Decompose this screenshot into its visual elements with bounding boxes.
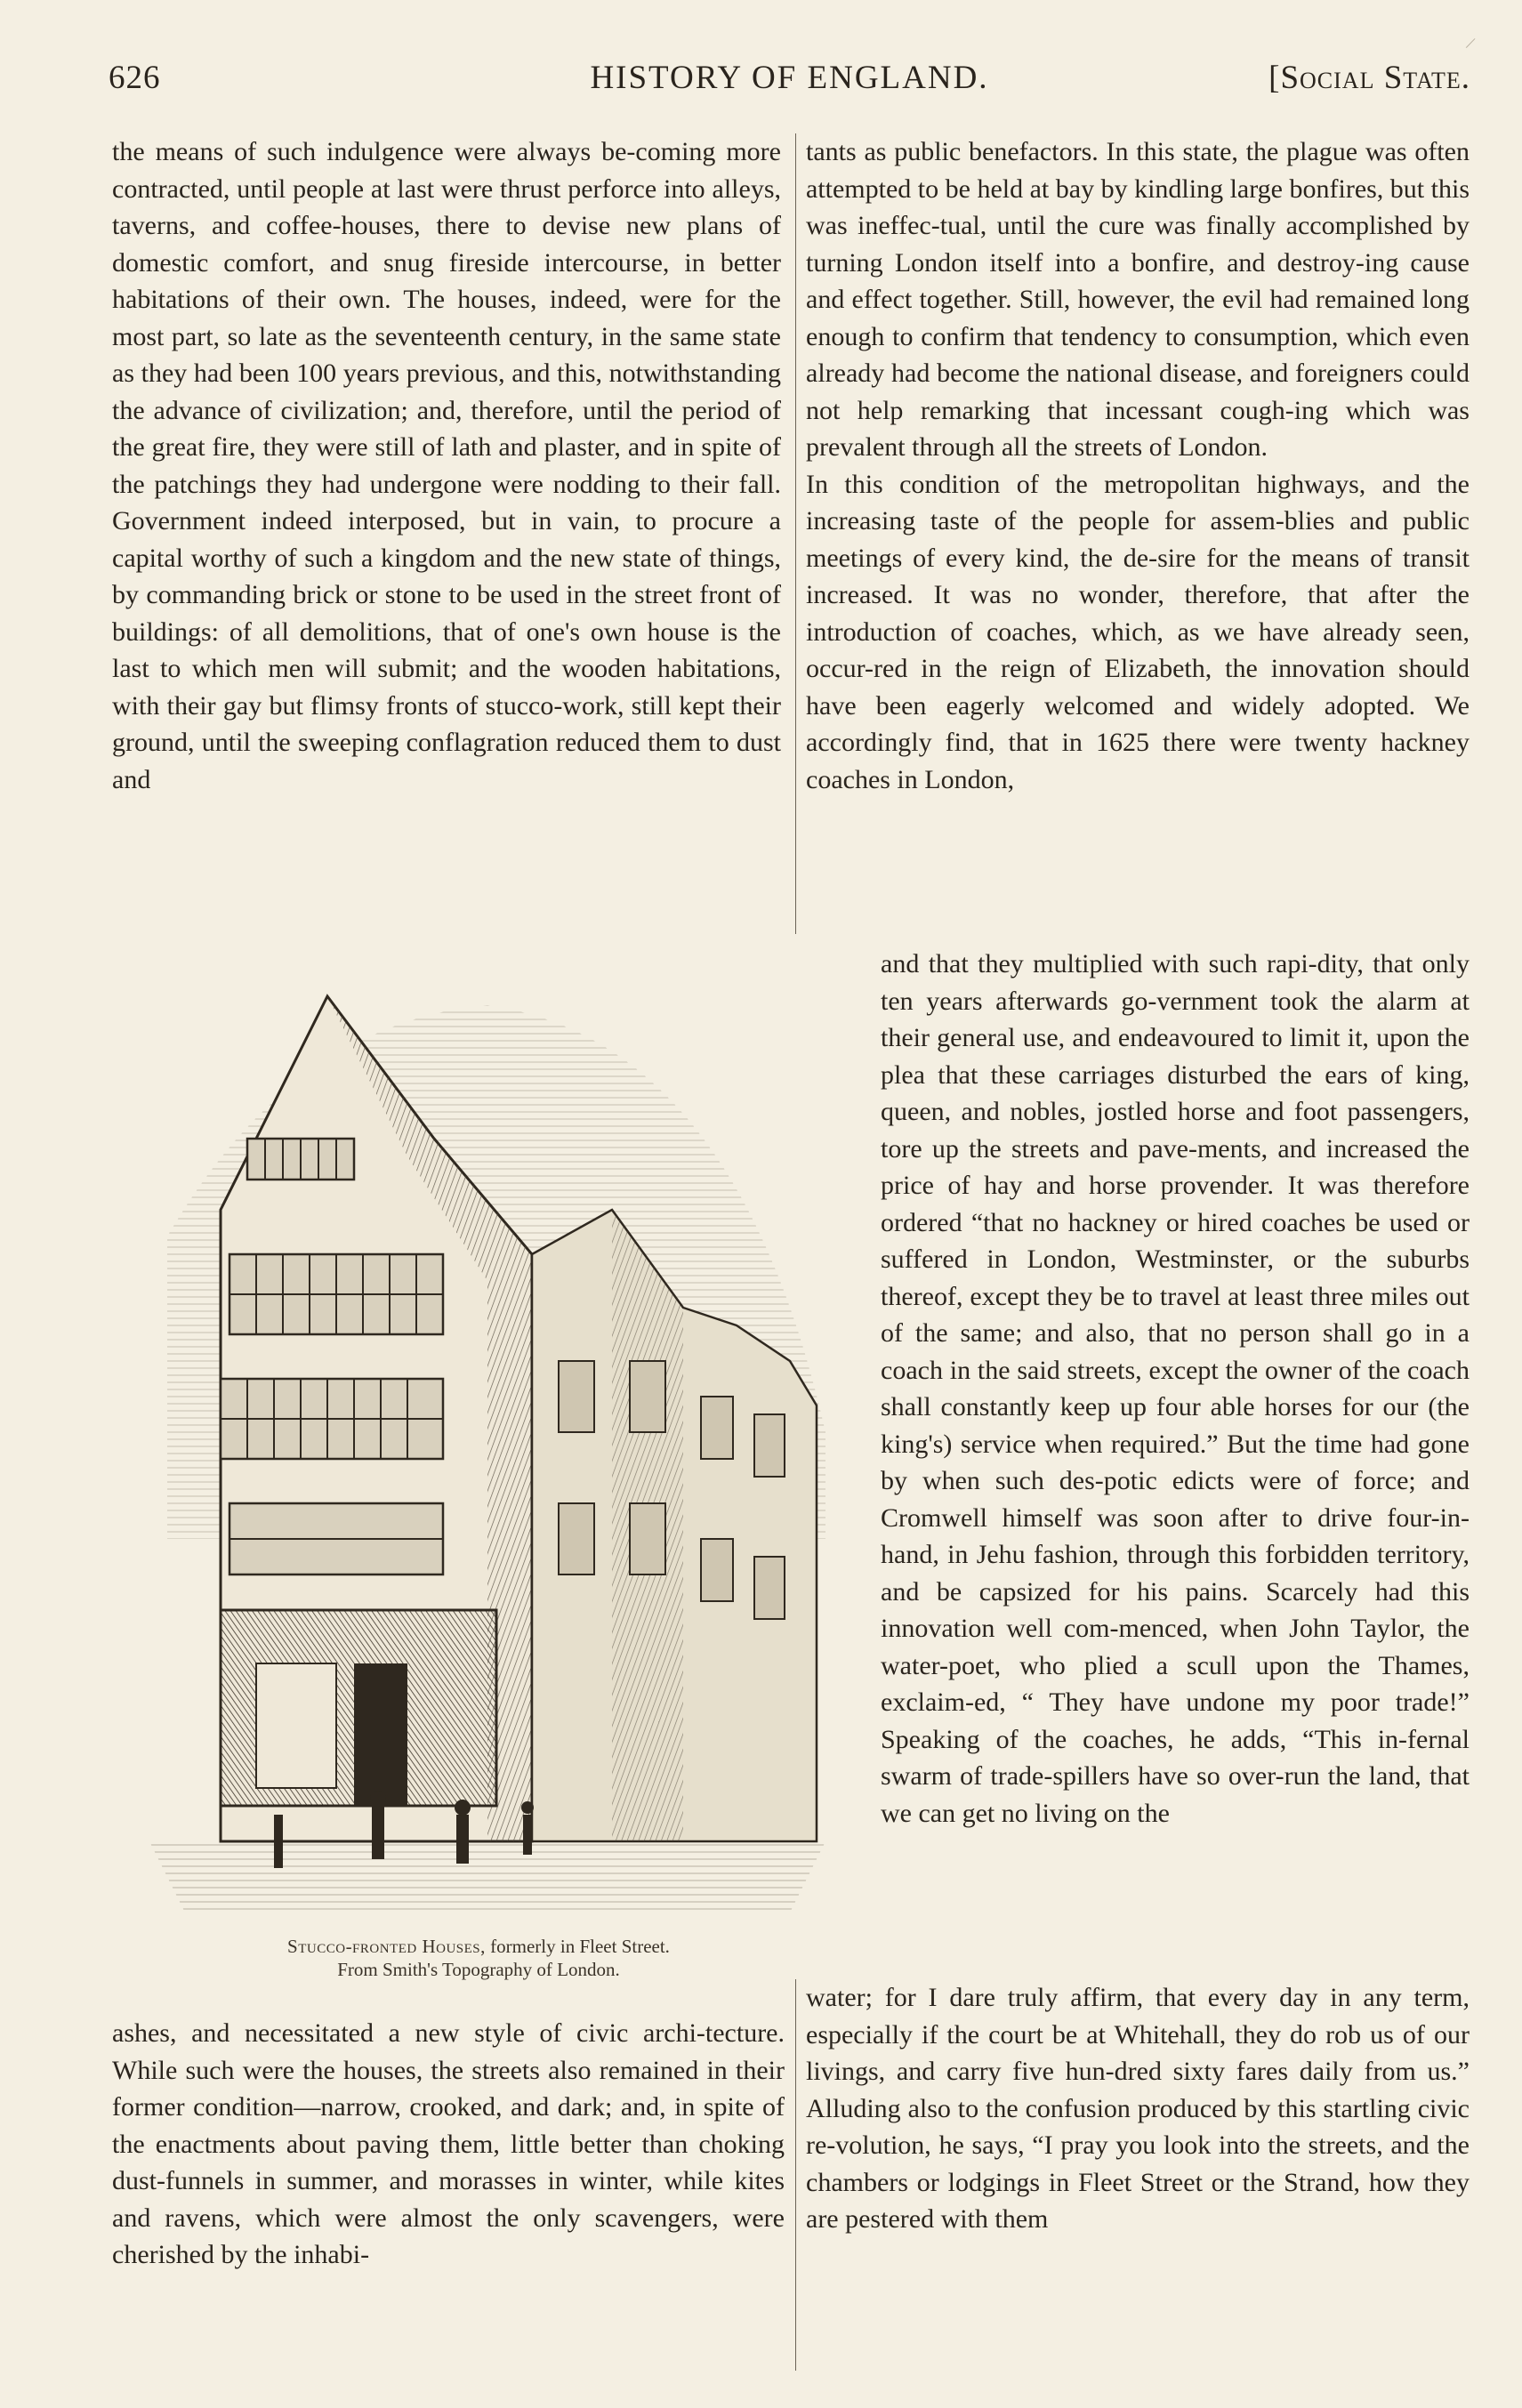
section-title: [Social State. <box>1268 60 1470 96</box>
column-divider-bottom <box>795 1979 796 2371</box>
engraving-image <box>114 987 843 1930</box>
running-title: HISTORY OF ENGLAND. <box>590 60 989 96</box>
caption-source: From Smith's Topography of London. <box>337 1959 620 1980</box>
paragraph: tants as public benefactors. In this state, the plague was often attempted to be held at bay by kindling large bonfires, but this was ineffec-tual, until the cure was finally accomplished by turning London itself into a bonfire, and destroy-ing cause and effect together. Still, however, the evil had remained long enough to confirm that tendency to consumption, which even already had become the national disease, and foreigners could not help remarking that incessant cough-ing which was prevalent through all the streets of London. <box>806 137 1470 462</box>
margin-mark: / <box>1464 33 1478 54</box>
illustration <box>114 987 843 1930</box>
column-divider-top <box>795 133 796 934</box>
paragraph: In this condition of the metropolitan highways, and the increasing taste of the people for assem-blies and public meetings of every kind, the de-sire for the means of transit increased. It was no wonder, therefore, that after the introduction of coaches, which, as we have already seen, occur-red in the reign of Elizabeth, the innovation should have been eagerly welcomed and widely adopted. We accordingly find, that in 1625 there were twenty hackney coaches in London, <box>806 469 1470 794</box>
caption-title: Stucco-fronted Houses, <box>287 1936 486 1957</box>
page-number: 626 <box>109 60 161 96</box>
running-header <box>109 52 1470 105</box>
left-column-bottom <box>112 2015 785 2274</box>
right-column-wrapped <box>881 946 1470 1832</box>
left-column-top <box>112 133 781 798</box>
paragraph: water; for I dare truly affirm, that every day in any term, especially if the court be at Whitehall, they do rob us of our livings, and carry five hun-dred sixty fares daily from us.” Alluding also to the confusion produced by this startling civic re-volution, he says, “I pray you look into the streets, and the chambers or lodgings in Fleet Street or the Strand, how they are pestered with them <box>806 1983 1470 2234</box>
paragraph: the means of such indulgence were always be-coming more contracted, until people at last were thrust perforce into alleys, taverns, and coffee-houses, there to devise new plans of domestic comfort, and snug fireside intercourse, in better habitations of their own. The houses, indeed, were for the most part, so late as the seventeenth century, in the same state as they had been 100 years previous, and this, notwithstanding the advance of civilization; and, therefore, until the period of the great fire, they were still of lath and plaster, and in spite of the patchings they had undergone were nodding to their fall. Government indeed interposed, but in vain, to procure a capital worthy of such a kingdom and the new state of things, by commanding brick or stone to be used in the street front of buildings: of all demolitions, that of one's own house is the last to which men will submit; and the wooden habitations, with their gay but flimsy fronts of stucco-work, still kept their ground, until the sweeping conflagration reduced them to dust and <box>112 137 781 794</box>
paragraph: and that they multiplied with such rapi-dity, that only ten years afterwards go-vernment took the alarm at their general use, and endeavoured to limit it, upon the plea that these carriages disturbed the ears of king, queen, and nobles, jostled horse and foot passengers, tore up the streets and pave-ments, and increased the price of hay and horse provender. It was therefore ordered “that no hackney or hired coaches be used or suffered in London, Westminster, or the suburbs thereof, except they be to travel at least three miles out of the same; and also, that no person shall go in a coach in the said streets, except the owner of the coach shall constantly keep up four able horses for our (the king's) service when required.” But the time had gone by when such des-potic edicts were of force; and Cromwell himself was soon after to drive four-in-hand, in Jehu fashion, through this forbidden territory, and be capsized for his pains. Scarcely had this innovation well com-menced, when John Taylor, the water-poet, who plied a scull upon the Thames, exclaim-ed, “ They have undone my poor trade!” Speaking of the coaches, he adds, “This in-fernal swarm of trade-spillers have so over-run the land, that we can get no living on the <box>881 949 1470 1828</box>
paragraph: ashes, and necessitated a new style of civic archi-tecture. While such were the houses, the streets also remained in their former condition—narrow, crooked, and dark; and, in spite of the enactments about paving them, little better than choking dust-funnels in summer, and morasses in winter, while kites and ravens, which were almost the only scavengers, were cherished by the inhabi- <box>112 2018 785 2269</box>
caption-location: formerly in Fleet Street. <box>485 1936 670 1957</box>
figure-caption <box>114 1935 843 1981</box>
right-column-top <box>806 133 1470 798</box>
right-column-bottom <box>806 1979 1470 2238</box>
